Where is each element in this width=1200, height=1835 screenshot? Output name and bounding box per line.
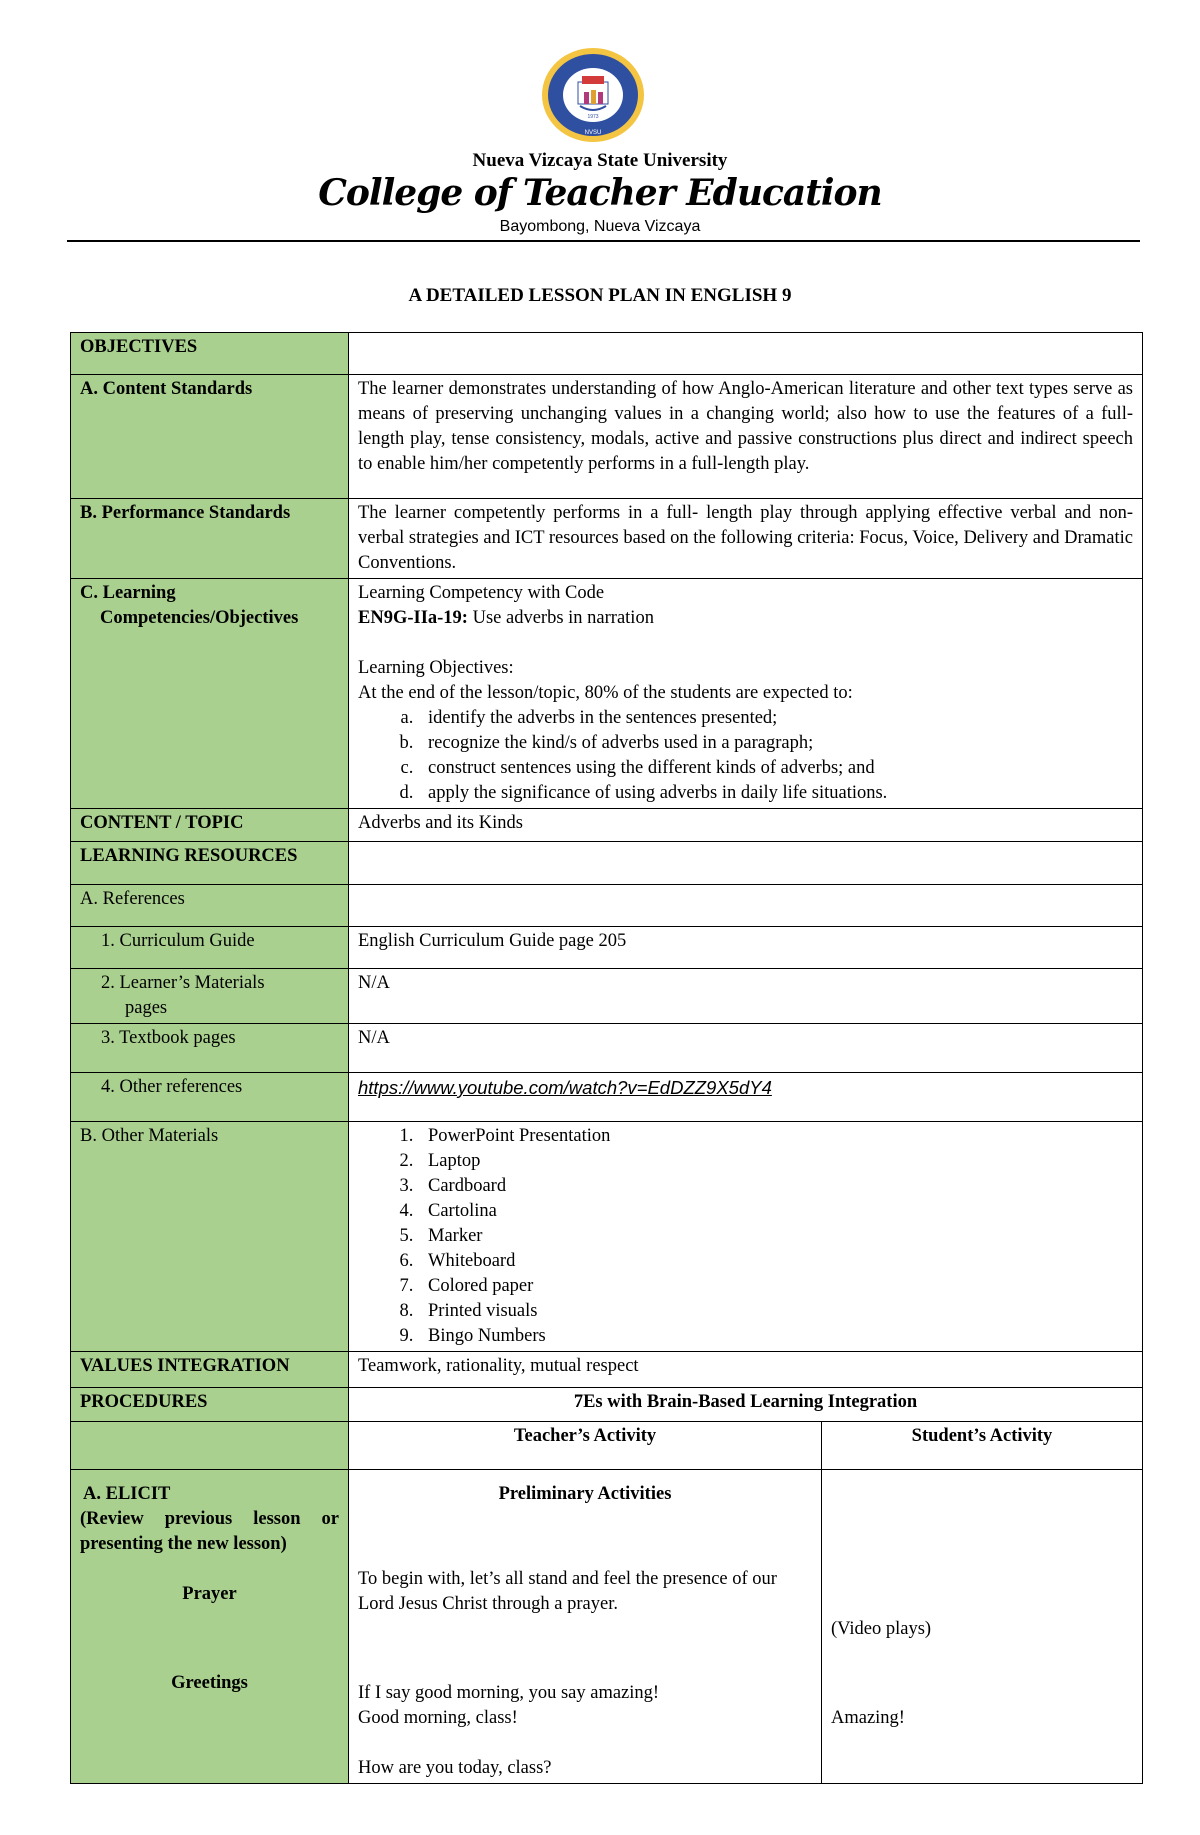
values-integration-label: VALUES INTEGRATION bbox=[71, 1352, 349, 1388]
competencies-label-line1: C. Learning bbox=[80, 583, 176, 603]
list-item: 2. Laptop bbox=[418, 1149, 1133, 1174]
list-item: 3. Cardboard bbox=[418, 1174, 1133, 1199]
learning-resources-label: LEARNING RESOURCES bbox=[71, 842, 349, 885]
objectives-value bbox=[349, 333, 1143, 375]
learning-competencies-label bbox=[71, 579, 349, 809]
other-references-value bbox=[349, 1073, 1143, 1122]
svg-text:1973: 1973 bbox=[587, 114, 599, 120]
elicit-teacher-activity bbox=[349, 1470, 822, 1784]
learning-objectives-list bbox=[358, 706, 1133, 806]
document-header bbox=[0, 0, 1200, 250]
greeting-line-3: How are you today, class? bbox=[358, 1758, 552, 1778]
list-item: 9. Bingo Numbers bbox=[418, 1324, 1133, 1349]
references-value bbox=[349, 885, 1143, 927]
row-values-integration bbox=[71, 1352, 1143, 1388]
student-activity-header: Student’s Activity bbox=[822, 1422, 1143, 1470]
elicit-label-line1: A. ELICIT bbox=[83, 1484, 171, 1504]
row-procedures bbox=[71, 1388, 1143, 1422]
elicit-label bbox=[71, 1470, 349, 1784]
objectives-intro: At the end of the lesson/topic, 80% of the students are expected to: bbox=[358, 683, 853, 703]
header-divider bbox=[67, 240, 1140, 242]
competencies-label-line2: Competencies/Objectives bbox=[100, 608, 299, 628]
preliminary-activities-heading: Preliminary Activities bbox=[498, 1484, 672, 1504]
list-item: 8. Printed visuals bbox=[418, 1299, 1133, 1324]
performance-standards-value: The learner competently performs in a full- length play through applying effective verbal and non-verbal strategies and ICT resources based on the following criteria: Focus, Voice, Delivery and Dramatic Conventions. bbox=[349, 499, 1143, 579]
prayer-instruction: To begin with, let’s all stand and feel the presence of our Lord Jesus Christ through a prayer. bbox=[358, 1569, 777, 1614]
curriculum-guide-value: English Curriculum Guide page 205 bbox=[349, 927, 1143, 969]
row-other-materials bbox=[71, 1122, 1143, 1352]
learning-competencies-value bbox=[349, 579, 1143, 809]
competency-heading: Learning Competency with Code bbox=[358, 583, 605, 603]
greeting-line-2: Good morning, class! bbox=[358, 1708, 518, 1728]
list-item: 6. Whiteboard bbox=[418, 1249, 1133, 1274]
content-standards-value: The learner demonstrates understanding of how Anglo-American literature and other text types serve as means of preserving unchanging values in a changing world; also how to use the features of a full-length play, tense consistency, modals, active and passive constructions plus direct and indirect speech to enable him/her competently performs in a full-length play. bbox=[349, 375, 1143, 499]
student-amazing-reply: Amazing! bbox=[831, 1708, 905, 1728]
curriculum-guide-label: 1. Curriculum Guide bbox=[71, 927, 349, 969]
teacher-activity-header: Teacher’s Activity bbox=[349, 1422, 822, 1470]
objectives-heading: Learning Objectives: bbox=[358, 658, 514, 678]
college-address: Bayombong, Nueva Vizcaya bbox=[499, 218, 701, 235]
learners-materials-label-line2: pages bbox=[125, 998, 168, 1018]
row-curriculum-guide bbox=[71, 927, 1143, 969]
competency-code-text: Use adverbs in narration bbox=[467, 608, 654, 628]
learners-materials-value: N/A bbox=[349, 969, 1143, 1024]
content-topic-value: Adverbs and its Kinds bbox=[349, 809, 1143, 842]
values-integration-value: Teamwork, rationality, mutual respect bbox=[349, 1352, 1143, 1388]
row-references bbox=[71, 885, 1143, 927]
youtube-reference-link[interactable]: https://www.youtube.com/watch?v=EdDZZ9X5dY4 bbox=[358, 1077, 772, 1098]
learners-materials-label-line1: 2. Learner’s Materials bbox=[101, 973, 265, 993]
lesson-plan-table bbox=[70, 332, 1143, 1784]
row-textbook-pages bbox=[71, 1024, 1143, 1073]
prayer-label: Prayer bbox=[182, 1584, 237, 1604]
college-name: College of Teacher Education bbox=[318, 172, 882, 214]
content-standards-label: A. Content Standards bbox=[71, 375, 349, 499]
competency-code-line bbox=[358, 606, 1133, 631]
learning-resources-value bbox=[349, 842, 1143, 885]
list-item: 5. Marker bbox=[418, 1224, 1133, 1249]
row-activity-headers bbox=[71, 1422, 1143, 1470]
row-performance-standards bbox=[71, 499, 1143, 579]
list-item: d. apply the significance of using adverbs in daily life situations. bbox=[418, 781, 1133, 806]
row-elicit bbox=[71, 1470, 1143, 1784]
learners-materials-label bbox=[71, 969, 349, 1024]
lesson-plan-title: A DETAILED LESSON PLAN IN ENGLISH 9 bbox=[408, 285, 792, 306]
other-references-label: 4. Other references bbox=[71, 1073, 349, 1122]
list-item: 4. Cartolina bbox=[418, 1199, 1133, 1224]
procedures-label: PROCEDURES bbox=[71, 1388, 349, 1422]
college-seal-logo bbox=[540, 46, 646, 144]
row-learning-resources bbox=[71, 842, 1143, 885]
list-item: 7. Colored paper bbox=[418, 1274, 1133, 1299]
competency-code: EN9G-IIa-19: bbox=[358, 608, 468, 628]
list-item: a. identify the adverbs in the sentences presented; bbox=[418, 706, 1133, 731]
list-item: b. recognize the kind/s of adverbs used in a paragraph; bbox=[418, 731, 1133, 756]
list-item: 1. PowerPoint Presentation bbox=[418, 1124, 1133, 1149]
activity-headers-blank bbox=[71, 1422, 349, 1470]
university-name: Nueva Vizcaya State University bbox=[472, 150, 728, 171]
content-topic-label: CONTENT / TOPIC bbox=[71, 809, 349, 842]
materials-list bbox=[358, 1124, 1133, 1349]
other-materials-label: B. Other Materials bbox=[71, 1122, 349, 1352]
procedures-value: 7Es with Brain-Based Learning Integration bbox=[349, 1388, 1143, 1422]
elicit-label-line2: (Review previous lesson or presenting the new lesson) bbox=[80, 1509, 339, 1554]
textbook-pages-value: N/A bbox=[349, 1024, 1143, 1073]
elicit-student-activity bbox=[822, 1470, 1143, 1784]
textbook-pages-label: 3. Textbook pages bbox=[71, 1024, 349, 1073]
row-learning-competencies bbox=[71, 579, 1143, 809]
performance-standards-label: B. Performance Standards bbox=[71, 499, 349, 579]
greetings-label: Greetings bbox=[171, 1673, 248, 1693]
student-video-plays: (Video plays) bbox=[831, 1619, 932, 1639]
other-materials-value bbox=[349, 1122, 1143, 1352]
list-item: c. construct sentences using the different kinds of adverbs; and bbox=[418, 756, 1133, 781]
greeting-line-1: If I say good morning, you say amazing! bbox=[358, 1683, 660, 1703]
row-learners-materials bbox=[71, 969, 1143, 1024]
row-content-standards bbox=[71, 375, 1143, 499]
references-label: A. References bbox=[71, 885, 349, 927]
objectives-label: OBJECTIVES bbox=[71, 333, 349, 375]
row-other-references bbox=[71, 1073, 1143, 1122]
row-content-topic bbox=[71, 809, 1143, 842]
svg-text:NVSU: NVSU bbox=[584, 130, 602, 136]
row-objectives bbox=[71, 333, 1143, 375]
